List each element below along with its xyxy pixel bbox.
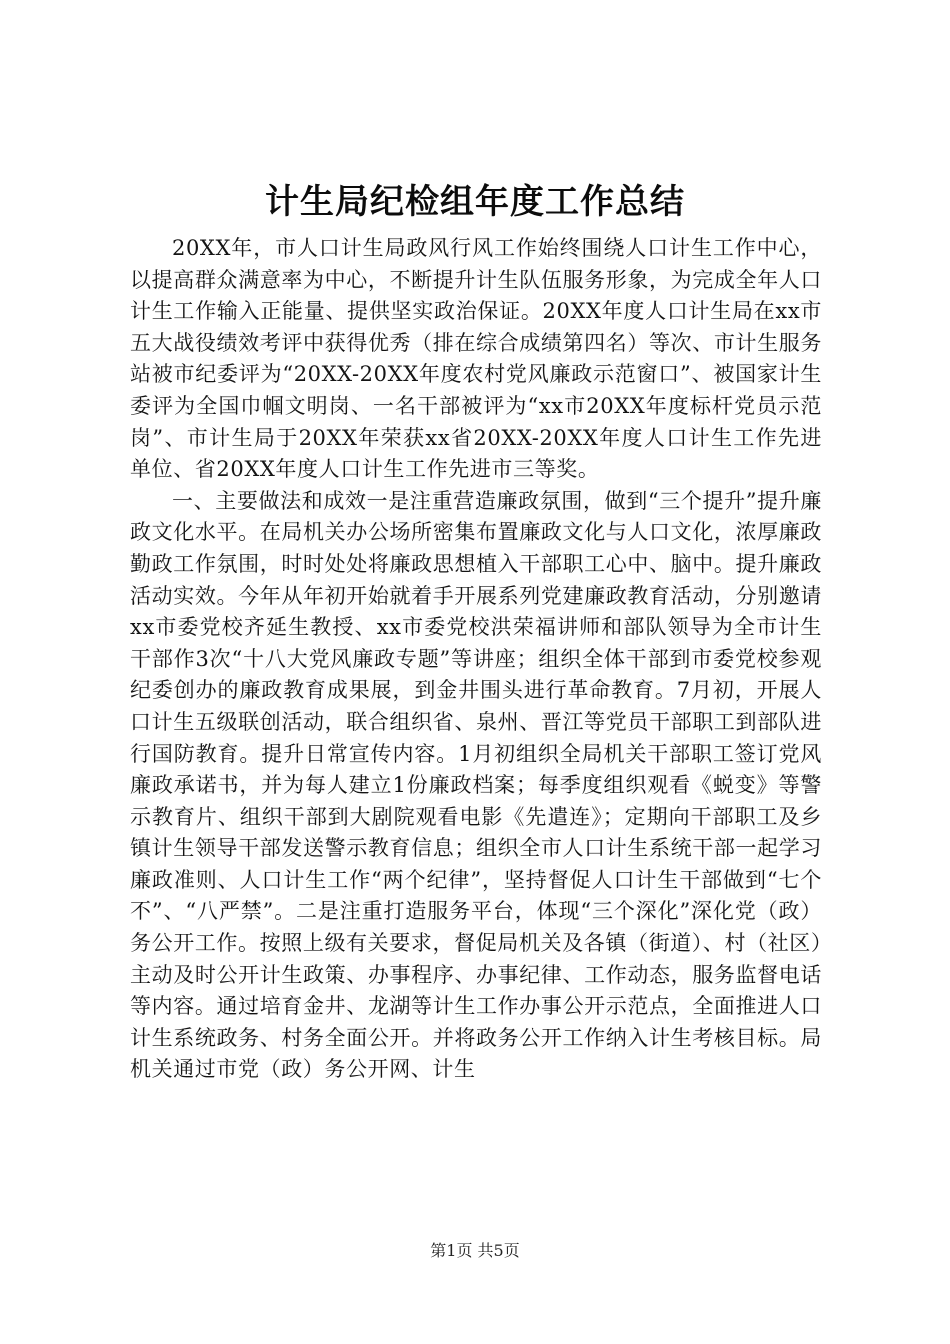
paragraph-intro: 20XX年，市人口计生局政风行风工作始终围绕人口计生工作中心，以提高群众满意率为中心，不断提升计生队伍服务形象，为完成全年人口计生工作输入正能量、提供坚实政治保证。20XX年度人口计生局在xx市五大战役绩效考评中获得优秀（排在综合成绩第四名）等次、市计生服务站被市纪委评为“20XX-20XX年度农村党风廉政示范窗口”、被国家计生委评为全国巾帼文明岗、一名干部被评为“xx市20XX年度标杆党员示范岗”、市计生局于20XX年荣获xx省20XX-20XX年度人口计生工作先进单位、省20XX年度人口计生工作先进市三等奖。	[130, 236, 822, 482]
document-title: 计生局纪检组年度工作总结	[265, 182, 685, 222]
paragraph-main-practices: 一、主要做法和成效一是注重营造廉政氛围，做到“三个提升”提升廉政文化水平。在局机关办公场所密集布置廉政文化与人口文化，浓厚廉政勤政工作氛围，时时处处将廉政思想植入干部职工心中、脑中。提升廉政活动实效。今年从年初开始就着手开展系列党建廉政教育活动，分别邀请xx市委党校齐延生教授、xx市委党校洪荣福讲师和部队领导为全市计生干部作3次“十八大党风廉政专题”等讲座；组织全体干部到市委党校参观纪委创办的廉政教育成果展，到金井围头进行革命教育。7月初，开展人口计生五级联创活动，联合组织省、泉州、晋江等党员干部职工到部队进行国防教育。提升日常宣传内容。1月初组织全局机关干部职工签订党风廉政承诺书，并为每人建立1份廉政档案；每季度组织观看《蜕变》等警示教育片、组织干部到大剧院观看电影《先遣连》；定期向干部职工及乡镇计生领导干部发送警示教育信息；组织全市人口计生系统干部一起学习廉政准则、人口计生工作“两个纪律”，坚持督促人口计生干部做到“七个不”、“八严禁”。二是注重打造服务平台，体现“三个深化”深化党（政）务公开工作。按照上级有关要求，督促局机关及各镇（街道）、村（社区）主动及时公开计生政策、办事程序、办事纪律、工作动态，服务监督电话等内容。通过培育金井、龙湖等计生工作办事公开示范点，全面推进人口计生系统政务、村务全面公开。并将政务公开工作纳入计生考核目标。局机关通过市党（政）务公开网、计生	[130, 488, 822, 1082]
page-number-footer: 第1页 共5页	[430, 1241, 520, 1260]
document-body	[130, 233, 822, 1086]
